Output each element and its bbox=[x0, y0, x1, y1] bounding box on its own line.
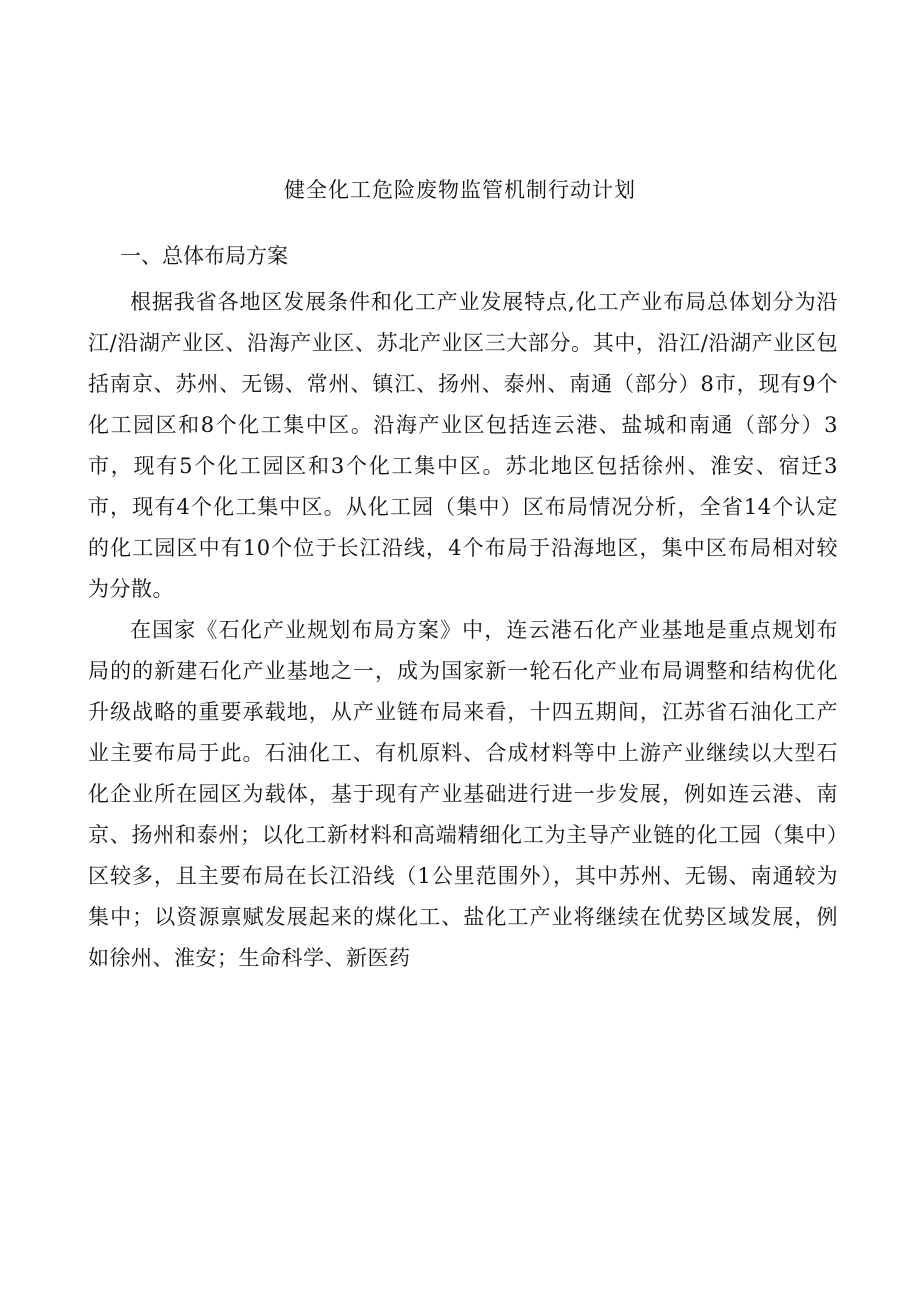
paragraph-petrochemical-plan: 在国家《石化产业规划布局方案》中，连云港石化产业基地是重点规划布局的的新建石化产业基地之一，成为国家新一轮石化产业布局调整和结构优化升级战略的重要承载地，从产业链布局来看，十四五期间，江苏省石油化工产业主要布局于此。石油化工、有机原料、合成材料等中上游产业继续以大型石化企业所在园区为载体，基于现有产业基础进行进一步发展，例如连云港、南京、扬州和泰州；以化工新材料和高端精细化工为主导产业链的化工园（集中）区较多，且主要布局在长江沿线（1公里范围外），其中苏州、无锡、南通较为集中；以资源禀赋发展起来的煤化工、盐化工产业将继续在优势区域发展，例如徐州、淮安；生命科学、新医药 bbox=[88, 618, 838, 970]
document-title: 健全化工危险废物监管机制行动计划 bbox=[284, 178, 636, 202]
section-heading: 一、总体布局方案 bbox=[120, 244, 288, 268]
paragraph-layout-overview: 根据我省各地区发展条件和化工产业发展特点,化工产业布局总体划分为沿江/沿湖产业区、沿海产业区、苏北产业区三大部分。其中，沿江/沿湖产业区包括南京、苏州、无锡、常州、镇江、扬州、泰州、南通（部分）8市，现有9个化工园区和8个化工集中区。沿海产业区包括连云港、盐城和南通（部分）3市，现有5个化工园区和3个化工集中区。苏北地区包括徐州、淮安、宿迁3市，现有4个化工集中区。从化工园（集中）区布局情况分析，全省14个认定的化工园区中有10个位于长江沿线，4个布局于沿海地区，集中区布局相对较为分散。 bbox=[88, 290, 838, 601]
document-body bbox=[88, 238, 838, 979]
